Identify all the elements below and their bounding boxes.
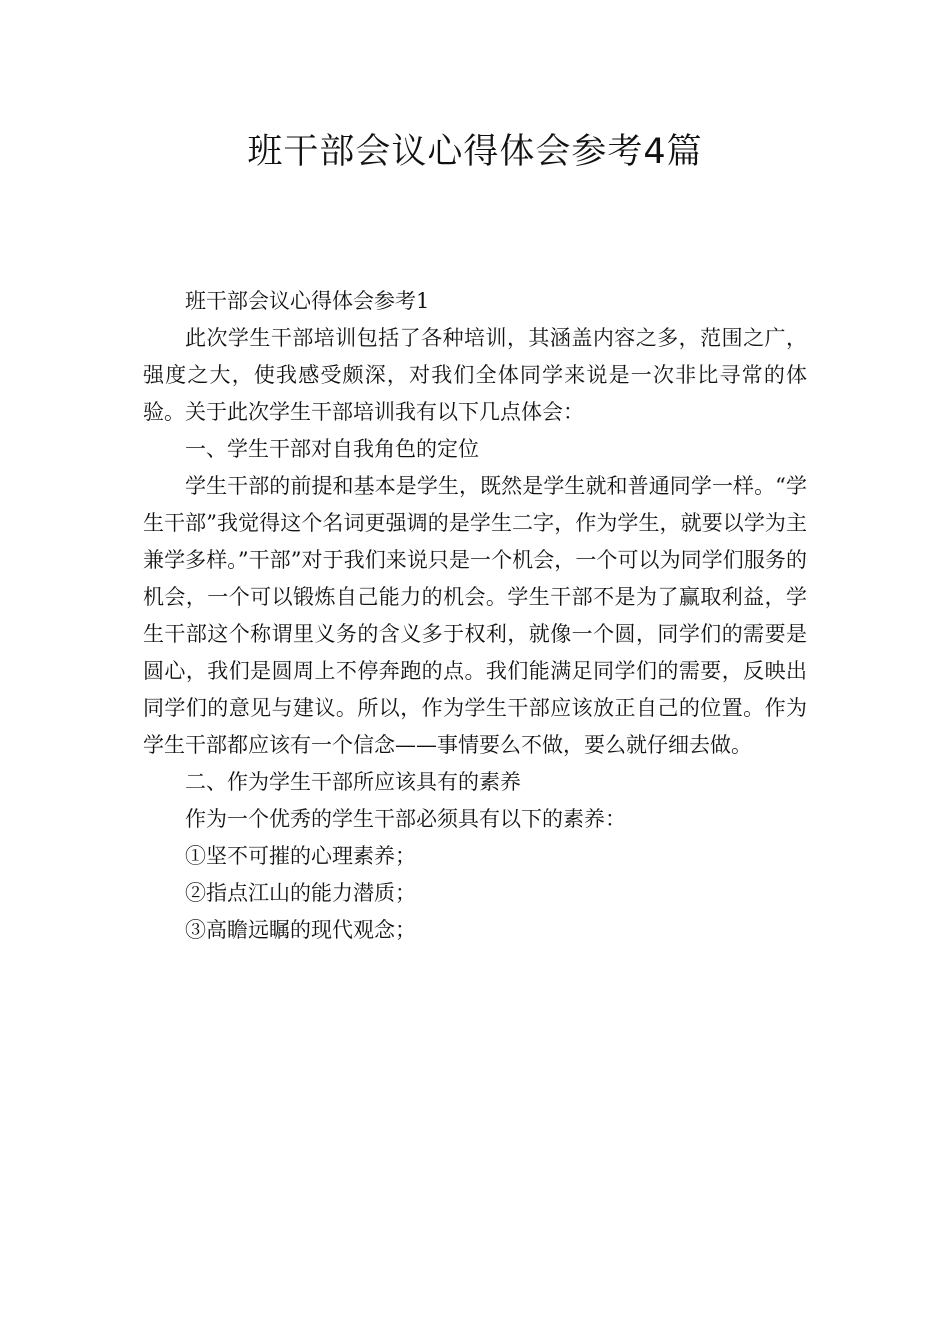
list-item: ②指点江山的能力潜质； bbox=[185, 881, 416, 905]
section-heading-1: 班干部会议心得体会参考1 bbox=[185, 289, 430, 313]
document-body bbox=[143, 283, 807, 949]
document-title: 班干部会议心得体会参考4篇 bbox=[247, 132, 703, 172]
paragraph-qualities-intro: 作为一个优秀的学生干部必须具有以下的素养： bbox=[185, 807, 626, 831]
paragraph-role: 学生干部的前提和基本是学生，既然是学生就和普通同学一样。“学生干部”我觉得这个名词更强调的是学生二字，作为学生，就要以学为主兼学多样。”干部”对于我们来说只是一个机会，一个可以为同学们服务的机会，一个可以锻炼自己能力的机会。学生干部不是为了赢取利益，学生干部这个称谓里义务的含义多于权利，就像一个圆，同学们的需要是圆心，我们是圆周上不停奔跑的点。我们能满足同学们的需要，反映出同学们的意见与建议。所以，作为学生干部应该放正自己的位置。作为学生干部都应该有一个信念——事情要么不做，要么就仔细去做。 bbox=[143, 474, 807, 757]
paragraph-intro: 此次学生干部培训包括了各种培训，其涵盖内容之多，范围之广，强度之大，使我感受颇深，对我们全体同学来说是一次非比寻常的体验。关于此次学生干部培训我有以下几点体会： bbox=[143, 326, 807, 424]
section-heading-role: 一、学生干部对自我角色的定位 bbox=[185, 437, 479, 461]
list-item: ①坚不可摧的心理素养； bbox=[185, 844, 416, 868]
section-heading-qualities: 二、作为学生干部所应该具有的素养 bbox=[185, 770, 521, 794]
list-item: ③高瞻远瞩的现代观念； bbox=[185, 918, 416, 942]
